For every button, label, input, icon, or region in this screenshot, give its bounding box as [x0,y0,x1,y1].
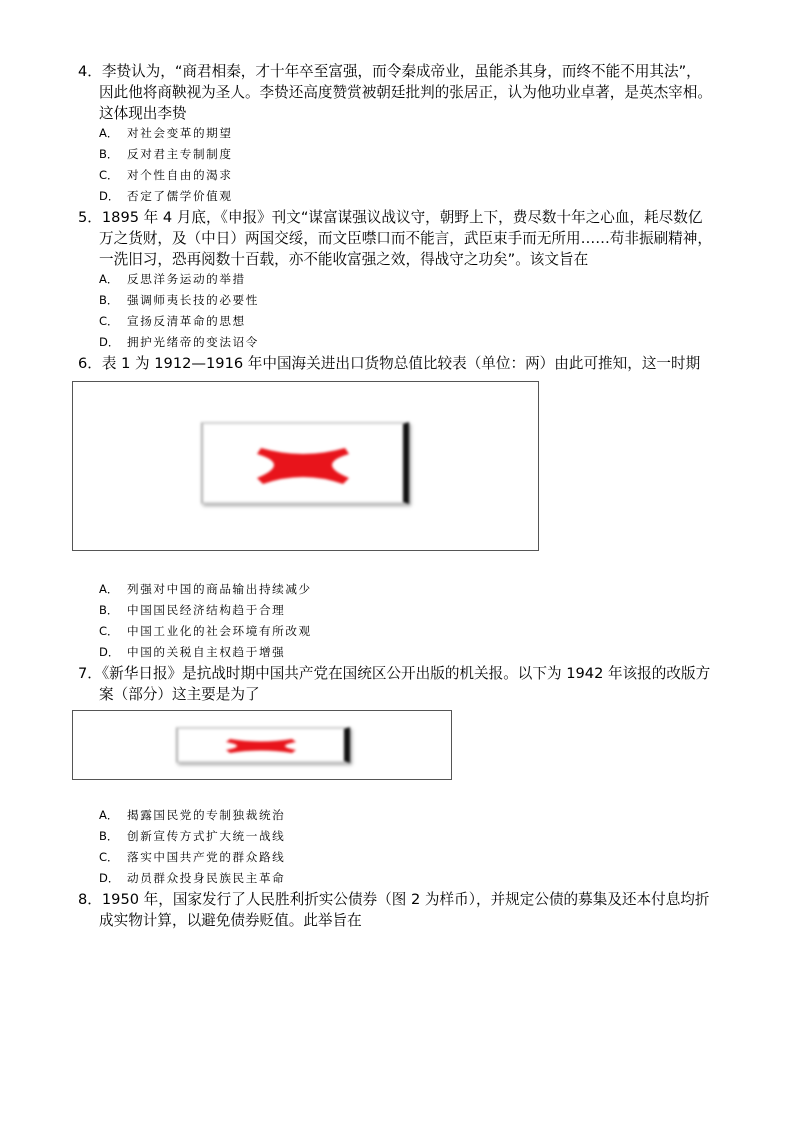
broken-image-icon [201,422,409,504]
question-8-line-2: 成实物计算，以避免债券贬值。此举旨在 [99,912,362,929]
option-6c [99,623,312,639]
option-letter: A． [99,272,119,286]
red-x-icon [178,729,344,761]
question-6-line-1: 6．表 1 为 1912—1916 年中国海关进出口货物总值比较表（单位：两）由此可推知，这一时期 [78,355,701,372]
option-6b [99,602,285,618]
option-4c [99,167,233,183]
broken-image-icon [176,727,350,763]
option-text: 中国的关税自主权趋于增强 [127,645,286,659]
question-8-line-1: 8．1950 年，国家发行了人民胜利折实公债券（图 2 为样币），并规定公债的募集及还本付息均折 [78,891,710,908]
option-text: 反对君主专制制度 [127,147,233,161]
table-1-image [72,381,539,551]
red-x-icon [203,424,403,502]
option-7c [99,849,285,865]
option-letter: A． [99,126,119,140]
question-4-line-1: 4．李贽认为，“商君相秦，才十年卒至富强，而令秦成帝业，虽能杀其身，而终不能不用其法”， [78,63,701,80]
option-4a [99,125,233,141]
option-6a [99,581,312,597]
option-letter: C． [99,624,119,638]
option-letter: B． [99,293,119,307]
option-text: 揭露国民党的专制独裁统治 [127,808,286,822]
option-7b [99,828,285,844]
option-letter: C． [99,850,119,864]
option-text: 宣扬反清革命的思想 [127,314,246,328]
option-4d [99,188,233,204]
option-5b [99,292,259,308]
option-text: 否定了儒学价值观 [127,189,233,203]
option-letter: C． [99,168,119,182]
option-letter: B． [99,603,119,617]
option-text: 中国国民经济结构趋于合理 [127,603,286,617]
option-5a [99,271,246,287]
option-5d [99,334,259,350]
option-7d [99,870,285,886]
question-7-line-1: 7．《新华日报》是抗战时期中国共产党在国统区公开出版的机关报。以下为 1942 年该报的改版方 [78,665,711,682]
option-letter: B． [99,147,119,161]
option-text: 反思洋务运动的举措 [127,272,246,286]
option-letter: D． [99,335,120,349]
option-text: 对社会变革的期望 [127,126,233,140]
question-5-line-2: 万之货财，及（中日）两国交绥，而文臣噤口而不能言，武臣束手而无所用……苟非振刷精神， [99,230,712,247]
option-letter: A． [99,582,119,596]
question-7-line-2: 案（部分）这主要是为了 [99,686,260,703]
option-text: 列强对中国的商品输出持续减少 [127,582,312,596]
question-5-line-1: 5．1895 年 4 月底，《申报》刊文“谋富谋强议战议守，朝野上下，费尽数十年之心血，耗尽数亿 [78,209,703,226]
option-6d [99,644,285,660]
option-text: 创新宣传方式扩大统一战线 [127,829,286,843]
question-4-line-2: 因此他将商鞅视为圣人。李贽还高度赞赏被朝廷批判的张居正，认为他功业卓著，是英杰宰相。 [99,84,712,101]
option-4b [99,146,233,162]
revision-plan-image [72,710,452,780]
option-letter: D． [99,645,120,659]
option-text: 动员群众投身民族民主革命 [127,871,286,885]
option-letter: D． [99,189,120,203]
option-letter: D． [99,871,120,885]
option-letter: C． [99,314,119,328]
option-text: 落实中国共产党的群众路线 [127,850,286,864]
question-4-line-3: 这体现出李贽 [99,105,187,122]
option-text: 拥护光绪帝的变法诏令 [127,335,259,349]
question-5-line-3: 一洗旧习，恐再阅数十百载，亦不能收富强之效，得战守之功矣”。该文旨在 [99,251,589,268]
option-text: 强调师夷长技的必要性 [127,293,259,307]
option-text: 中国工业化的社会环境有所改观 [127,624,312,638]
option-letter: B． [99,829,119,843]
option-5c [99,313,246,329]
option-text: 对个性自由的渴求 [127,168,233,182]
option-letter: A． [99,808,119,822]
option-7a [99,807,285,823]
